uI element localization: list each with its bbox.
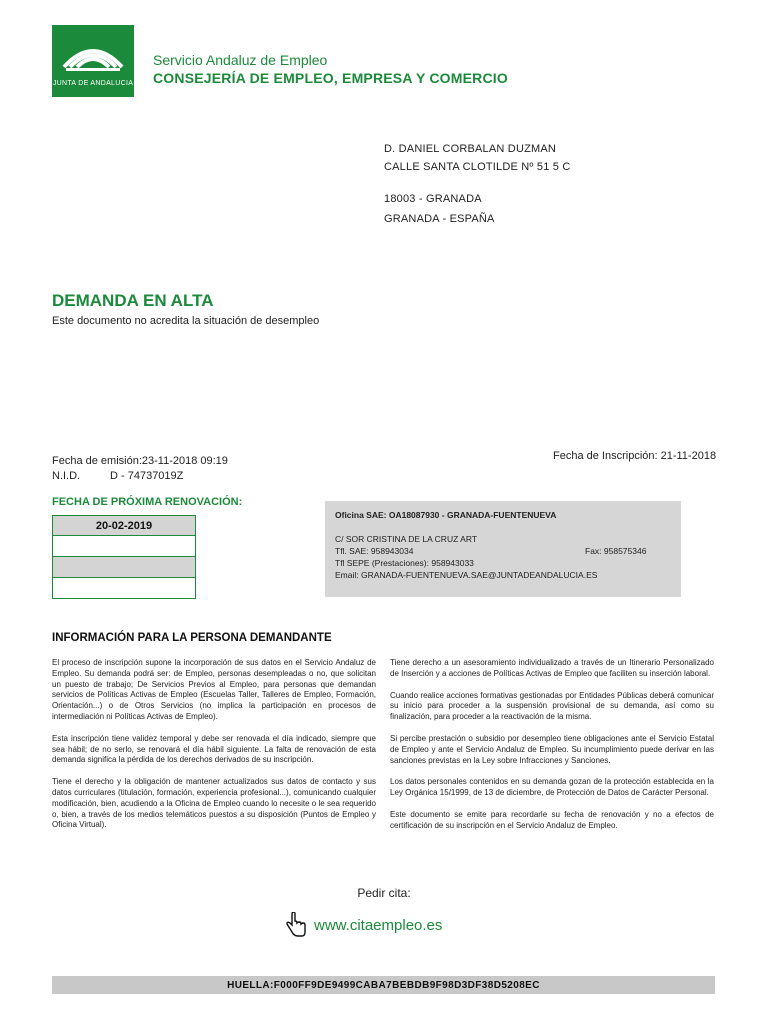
info-paragraph: Tiene el derecho y la obligación de mantener actualizados sus datos de contacto y sus datos curriculares (titulación, formación, experiencia profesional...), comunicando cualquier modificación, bien, acudiendo a la Oficina de Empleo cuando lo necesite o le sea requerido o, bien, a través de los medios telemáticos puestos a su disposición (Puntos de Empleo y Oficina Virtual).	[52, 777, 376, 830]
renewal-row-empty	[52, 557, 196, 578]
recipient-region: GRANADA - ESPAÑA	[384, 213, 495, 225]
inscription-date: Fecha de Inscripción: 21-11-2018	[553, 450, 717, 462]
junta-logo	[52, 25, 134, 97]
citaempleo-link[interactable]: www.citaempleo.es	[314, 916, 443, 934]
org-name: Servicio Andaluz de Empleo	[153, 52, 328, 68]
info-paragraph: Si percibe prestación o subsidio por desempleo tiene obligaciones ante el Servicio Estatal de Empleo y ante el Servicio Andaluz de Empleo. Su incumplimiento puede derivar en las sanciones previstas en la Ley sobre Infracciones y Sanciones.	[390, 733, 714, 765]
renewal-table	[52, 515, 196, 599]
info-title: INFORMACIÓN PARA LA PERSONA DEMANDANTE	[52, 632, 332, 644]
hand-pointer-icon	[284, 912, 308, 938]
info-paragraph: Cuando realice acciones formativas gestionadas por Entidades Públicas deberá comunicar su inicio para proceder a la suspensión provisional de su demanda, así como su finalización, para proceder a la reactivación de la misma.	[390, 690, 714, 722]
nid-value: D - 74737019Z	[110, 470, 184, 482]
renewal-row-empty	[52, 578, 196, 599]
renewal-label: FECHA DE PRÓXIMA RENOVACIÓN:	[52, 496, 243, 508]
office-header: Oficina SAE: OA18087930 - GRANADA-FUENTENUEVA	[335, 510, 557, 520]
info-left-column	[52, 658, 376, 842]
appointment-link-row[interactable]	[284, 912, 442, 938]
renewal-row-empty	[52, 536, 196, 557]
emission-date: Fecha de emisión:23-11-2018 09:19	[52, 455, 228, 467]
info-paragraph: Los datos personales contenidos en su demanda gozan de la protección establecida en la Ley Orgánica 15/1999, de 13 de diciembre, de Protección de Datos de Carácter Personal.	[390, 777, 714, 798]
renewal-date: 20-02-2019	[52, 515, 196, 536]
document-title: DEMANDA EN ALTA	[52, 291, 214, 310]
recipient-postal-city: 18003 - GRANADA	[384, 193, 482, 205]
department-name: CONSEJERÍA DE EMPLEO, EMPRESA Y COMERCIO	[153, 70, 508, 86]
office-tel-sae: Tfl. SAE: 958943034	[335, 546, 414, 556]
document-subtitle: Este documento no acredita la situación de desempleo	[52, 315, 320, 327]
office-fax: Fax: 958575346	[585, 546, 647, 556]
office-info-box	[325, 501, 681, 597]
office-email: Email: GRANADA-FUENTENUEVA.SAE@JUNTADEANDALUCIA.ES	[335, 570, 598, 580]
office-tel-sepe: Tfl SEPE (Prestaciones): 958943033	[335, 558, 474, 568]
logo-arches-icon	[52, 31, 134, 75]
info-paragraph: Tiene derecho a un asesoramiento individualizado a través de un Itinerario Personalizado de Inserción y a acciones de Políticas Activas de Empleo que faciliten su inserción laboral.	[390, 658, 714, 678]
recipient-name: D. DANIEL CORBALAN DUZMAN	[384, 143, 557, 155]
logo-text: JUNTA DE ANDALUCIA	[52, 80, 134, 87]
info-paragraph: Esta inscripción tiene validez temporal y debe ser renovada el día indicado, siempre que sea hábil; de no serlo, se renovará el día hábil siguiente. La falta de renovación de esta demanda significa la pérdida de los derechos derivados de su inscripción.	[52, 733, 376, 765]
info-right-column	[390, 658, 714, 843]
info-paragraph: Este documento se emite para recordarle su fecha de renovación y no a efectos de certificación de su inscripción en el Servicio Andaluz de Empleo.	[390, 809, 714, 830]
office-address: C/ SOR CRISTINA DE LA CRUZ ART	[335, 534, 478, 544]
info-paragraph: El proceso de inscripción supone la incorporación de sus datos en el Servicio Andaluz de Empleo. Su demanda podrá ser: de Empleo, personas desempleadas o no, que solicitan un puesto de trabajo; De Servicios Previos al Empleo, para personas que demandan servicios de Políticas Activas de Empleo (Escuelas Taller, Talleres de Empleo, Formación, Orientación...) o de Otros Servicios (no implica la participación en procesos de intermediación ni Políticas Activas de Empleo).	[52, 658, 376, 721]
recipient-street: CALLE SANTA CLOTILDE Nº 51 5 C	[384, 161, 571, 173]
nid-label: N.I.D.	[52, 470, 81, 482]
appointment-label: Pedir cita:	[357, 886, 411, 900]
huella-code: HUELLA:F000FF9DE9499CABA7BEBDB9F98D3DF38D5208EC	[52, 976, 715, 994]
